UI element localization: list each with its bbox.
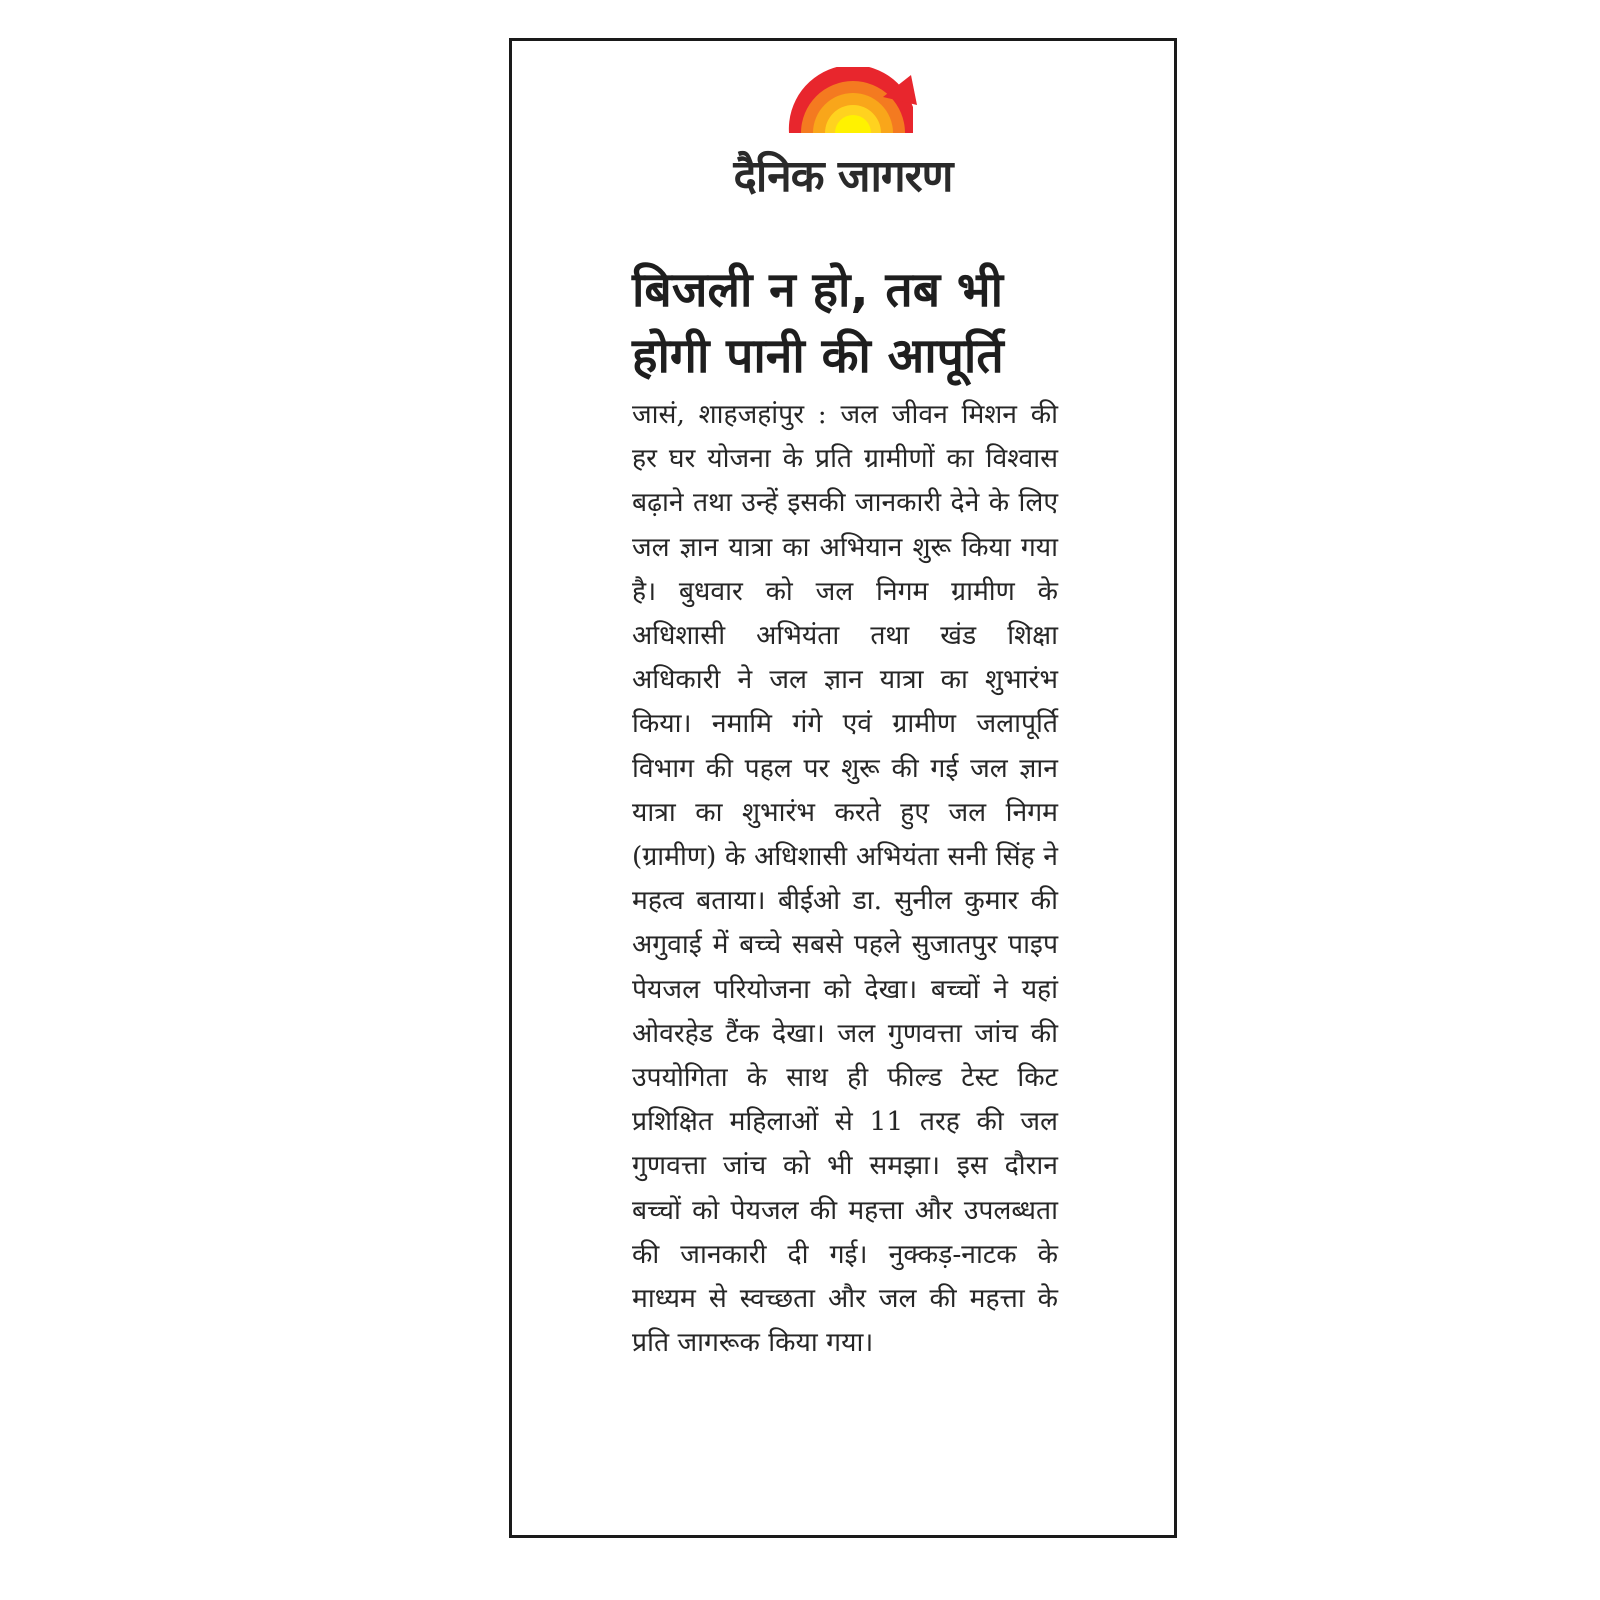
article-body-text: जल जीवन मिशन की हर घर योजना के प्रति ग्रामीणों का विश्वास बढ़ाने तथा उन्हें इसकी जानकारी देने के लिए जल ज्ञान यात्रा का अभियान शुरू किया गया है। बुधवार को जल निगम ग्रामीण के अधिशासी अभियंता तथा खंड शिक्षा अधिकारी ने जल ज्ञान यात्रा का शुभारंभ किया। नमामि गंगे एवं ग्रामीण जलापूर्ति विभाग की पहल पर शुरू की गई जल ज्ञान यात्रा का शुभारंभ करते हुए जल निगम (ग्रामीण) के अधिशासी अभियंता सनी सिंह ने महत्व बताया। बीईओ डा. सुनील कुमार की अगुवाई में बच्चे सबसे पहले सुजातपुर पाइप पेयजल परियोजना को देखा। बच्चों ने यहां ओवरहेड टैंक देखा। जल गुणवत्ता जांच की उपयोगिता के साथ ही फील्ड टेस्ट किट प्रशिक्षित महिलाओं से 11 तरह की जल गुणवत्ता जांच को भी समझा। इस दौरान बच्चों को पेयजल की महत्ता और उपलब्धता की जानकारी दी गई। नुक्कड़-नाटक के माध्यम से स्वच्छता और जल की महत्ता के प्रति जागरूक किया गया।	[632, 399, 1058, 1359]
article-body	[632, 393, 1058, 1365]
article-dateline: जासं, शाहजहांपुर :	[632, 399, 827, 430]
newspaper-clipping	[509, 38, 1177, 1538]
article-headline: बिजली न हो, तब भी होगी पानी की आपूर्ति	[632, 262, 1004, 384]
rising-sun-logo-icon	[787, 67, 919, 139]
masthead-title: दैनिक जागरण	[733, 151, 953, 202]
